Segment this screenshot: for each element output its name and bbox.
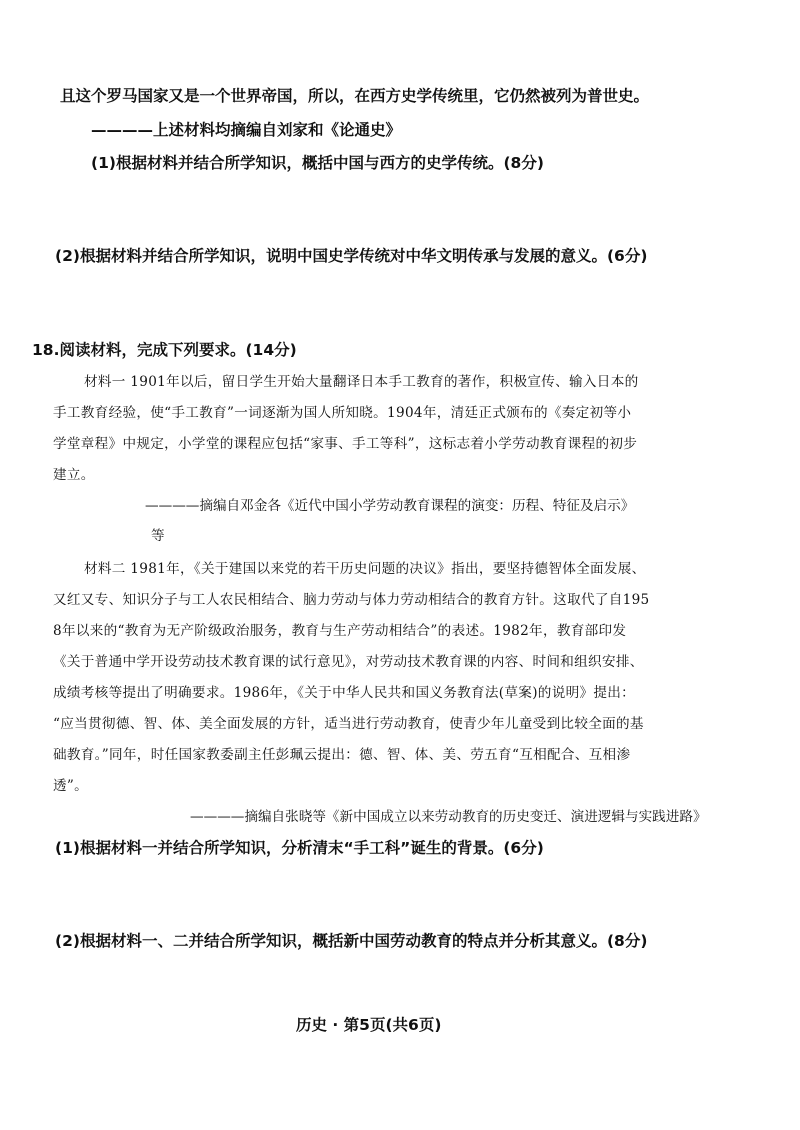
material1-line-1: 材料一 1901年以后，留日学生开始大量翻译日本手工教育的著作，积极宣传、输入日本的 — [84, 374, 639, 390]
page-footer: 历史 · 第5页(共6页) — [296, 1016, 442, 1034]
material1-line-4: 建立。 — [53, 467, 95, 483]
material1-line-2: 手工教育经验，使“手工教育”一词逐渐为国人所知晓。1904年，清廷正式颁布的《奏定初等小 — [53, 405, 632, 421]
material2-line-1: 材料二 1981年，《关于建国以来党的若干历史问题的决议》指出，要坚持德智体全面发展、 — [84, 561, 646, 577]
material1-line-3: 学堂章程》中规定，小学堂的课程应包括“家事、手工等科”，这标志着小学劳动教育课程的初步 — [53, 436, 638, 452]
q17-subquestion-1: (1)根据材料并结合所学知识，概括中国与西方的史学传统。(8分) — [91, 154, 544, 172]
q18-subquestion-2: (2)根据材料一、二并结合所学知识，概括新中国劳动教育的特点并分析其意义。(8分) — [55, 932, 648, 950]
q17-subquestion-2: (2)根据材料并结合所学知识，说明中国史学传统对中华文明传承与发展的意义。(6分) — [55, 247, 648, 265]
material2-line-5: 成绩考核等提出了明确要求。1986年，《关于中华人民共和国义务教育法(草案)的说明》提出： — [53, 685, 636, 701]
material2-line-2: 又红又专、知识分子与工人农民相结合、脑力劳动与体力劳动相结合的教育方针。这取代了自195 — [53, 592, 650, 608]
material2-line-3: 8年以来的“教育为无产阶级政治服务，教育与生产劳动相结合”的表述。1982年，教育部印发 — [53, 623, 627, 639]
q17-text-line: 且这个罗马国家又是一个世界帝国，所以，在西方史学传统里，它仍然被列为普世史。 — [60, 87, 650, 105]
material2-source: ————摘编自张晓等《新中国成立以来劳动教育的历史变迁、演进逻辑与实践进路》 — [190, 809, 707, 825]
q18-heading: 18.阅读材料，完成下列要求。(14分) — [32, 341, 297, 359]
material1-source: ————摘编自邓金各《近代中国小学劳动教育课程的演变：历程、特征及启示》 — [145, 498, 635, 514]
material1-source-cont: 等 — [151, 528, 165, 544]
q17-source: ————上述材料均摘编自刘家和《论通史》 — [91, 121, 402, 139]
material2-line-6: “应当贯彻德、智、体、美全面发展的方针，适当进行劳动教育，使青少年儿童受到比较全面的基 — [53, 716, 644, 732]
material2-line-7: 础教育。”同年，时任国家教委副主任彭珮云提出：德、智、体、美、劳五育“互相配合、互相渗 — [53, 747, 631, 763]
material2-line-8: 透”。 — [53, 778, 89, 794]
material2-line-4: 《关于普通中学开设劳动技术教育课的试行意见》，对劳动技术教育课的内容、时间和组织安排、 — [53, 654, 644, 670]
q18-subquestion-1: (1)根据材料一并结合所学知识，分析清末“手工科”诞生的背景。(6分) — [55, 839, 544, 857]
